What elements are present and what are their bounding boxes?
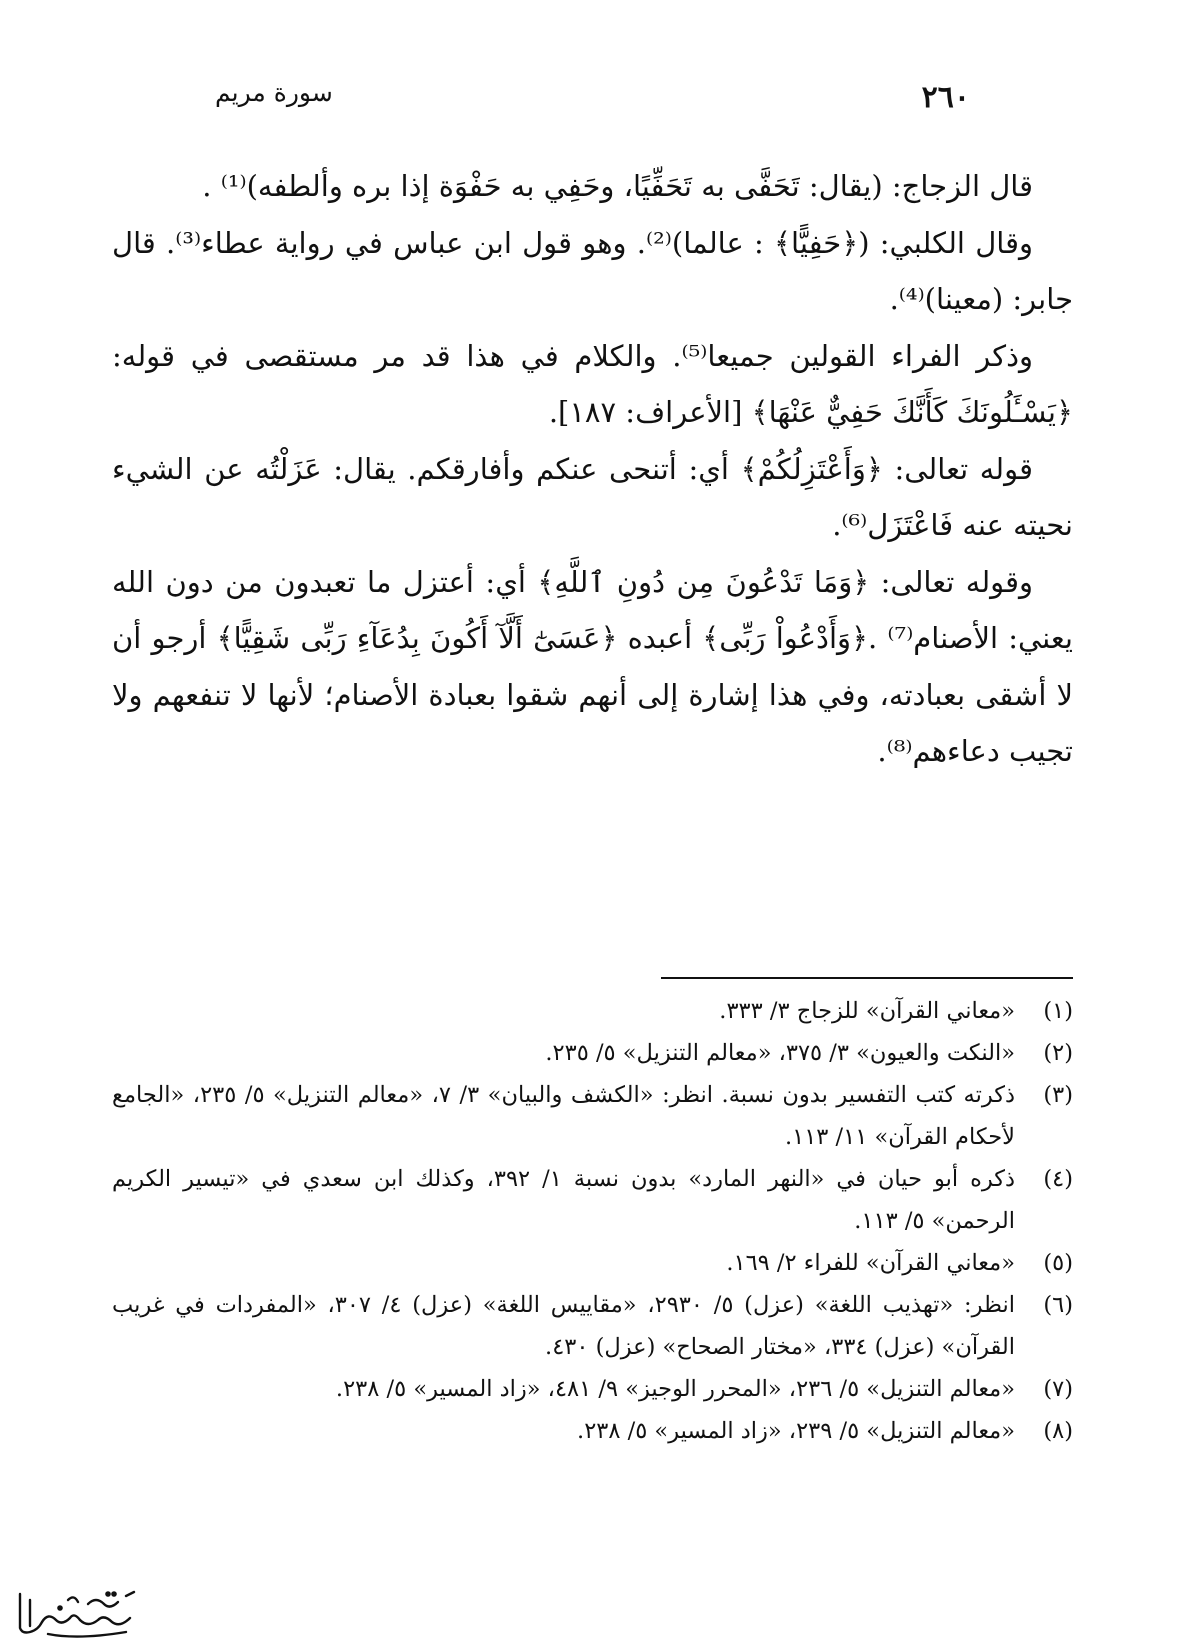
paragraph-2: وقال الكلبي: (﴿حَفِيًّا﴾ : عالما)⁽²⁾. وهو قول ابن عباس في رواية عطاء⁽³⁾. قال جابر: (معينا)⁽⁴⁾. [112, 225, 1073, 316]
calligraphy-stamp-icon [8, 1582, 148, 1642]
paragraph-5: وقوله تعالى: ﴿وَمَا تَدْعُونَ مِن دُونِ ٱللَّهِ﴾ أي: أعتزل ما تعبدون من دون الله يعني: الأصنام⁽⁷⁾ .﴿وَأَدْعُواْ رَبِّى﴾ أعبده ﴿عَسَىٰٓ أَلَّآ أَكُونَ بِدُعَآءِ رَبِّى شَقِيًّا﴾ أرجو أن لا أشقى بعبادته، وفي هذا إشارة إلى أنهم شقوا بعبادة الأصنام؛ لأنها لا تنفعهم ولا تجيب دعاءهم⁽⁸⁾. [112, 564, 1073, 768]
footnote-number: (٧) [1043, 1376, 1073, 1402]
footnote-5 [112, 1242, 1073, 1284]
main-text [112, 158, 1073, 780]
footnote-text: «النكت والعيون» ٣/ ٣٧٥، «معالم التنزيل» ٥/ ٢٣٥. [545, 1040, 1015, 1066]
footnote-number: (١) [1043, 998, 1073, 1024]
footnote-6 [112, 1284, 1073, 1368]
footnote-text: «معاني القرآن» للزجاج ٣/ ٣٣٣. [719, 998, 1015, 1024]
footnote-2 [112, 1032, 1073, 1074]
paragraph-1: قال الزجاج: (يقال: تَحَفَّى به تَحَفِّيًا، وحَفِي به حَفْوَة إذا بره وألطفه)⁽¹⁾ . [202, 169, 1033, 203]
paragraph-3: وذكر الفراء القولين جميعا⁽⁵⁾. والكلام في هذا قد مر مستقصى في قوله: ﴿يَسْـَٔلُونَكَ كَأَنَّكَ حَفِيٌّ عَنْهَا﴾ [الأعراف: ١٨٧]. [112, 338, 1073, 429]
footnote-number: (٥) [1043, 1250, 1073, 1276]
footnote-text: انظر: «تهذيب اللغة» (عزل) ٥/ ٢٩٣٠، «مقاييس اللغة» (عزل) ٤/ ٣٠٧، «المفردات في غريب القرآن» (عزل) ٣٣٤، «مختار الصحاح» (عزل) ٤٣٠. [112, 1292, 1016, 1360]
footnote-text: «معالم التنزيل» ٥/ ٢٣٦، «المحرر الوجيز» ٩/ ٤٨١، «زاد المسير» ٥/ ٢٣٨. [335, 1376, 1015, 1402]
page-number: ٢٦٠ [921, 80, 970, 115]
footnote-4 [112, 1158, 1073, 1242]
footnote-number: (٢) [1043, 1040, 1073, 1066]
paragraph-4: قوله تعالى: ﴿وَأَعْتَزِلُكُمْ﴾ أي: أتنحى عنكم وأفارقكم. يقال: عَزَلْتُه عن الشيء نحيته عنه فَاعْتَزَل⁽⁶⁾. [112, 451, 1073, 542]
footnote-7 [112, 1368, 1073, 1410]
footnote-text: ذكره أبو حيان في «النهر المارد» بدون نسبة ١/ ٣٩٢، وكذلك ابن سعدي في «تيسير الكريم الرحمن» ٥/ ١١٣. [112, 1166, 1016, 1234]
running-title: سورة مريم [215, 78, 333, 107]
page-header [215, 78, 970, 128]
footnote-number: (٣) [1043, 1082, 1073, 1108]
footnote-8 [112, 1410, 1073, 1452]
footnote-text: «معالم التنزيل» ٥/ ٢٣٩، «زاد المسير» ٥/ ٢٣٨. [577, 1418, 1015, 1444]
footnote-number: (٤) [1043, 1166, 1073, 1192]
footnote-text: ذكرته كتب التفسير بدون نسبة. انظر: «الكشف والبيان» ٣/ ٧، «معالم التنزيل» ٥/ ٢٣٥، «الجامع لأحكام القرآن» ١١/ ١١٣. [112, 1082, 1016, 1150]
footnote-number: (٨) [1043, 1418, 1073, 1444]
footnotes [112, 990, 1073, 1452]
footnote-1 [112, 990, 1073, 1032]
footnote-3 [112, 1074, 1073, 1158]
footnote-number: (٦) [1043, 1292, 1073, 1318]
footnote-separator [661, 977, 1073, 979]
footnote-text: «معاني القرآن» للفراء ٢/ ١٦٩. [726, 1250, 1015, 1276]
